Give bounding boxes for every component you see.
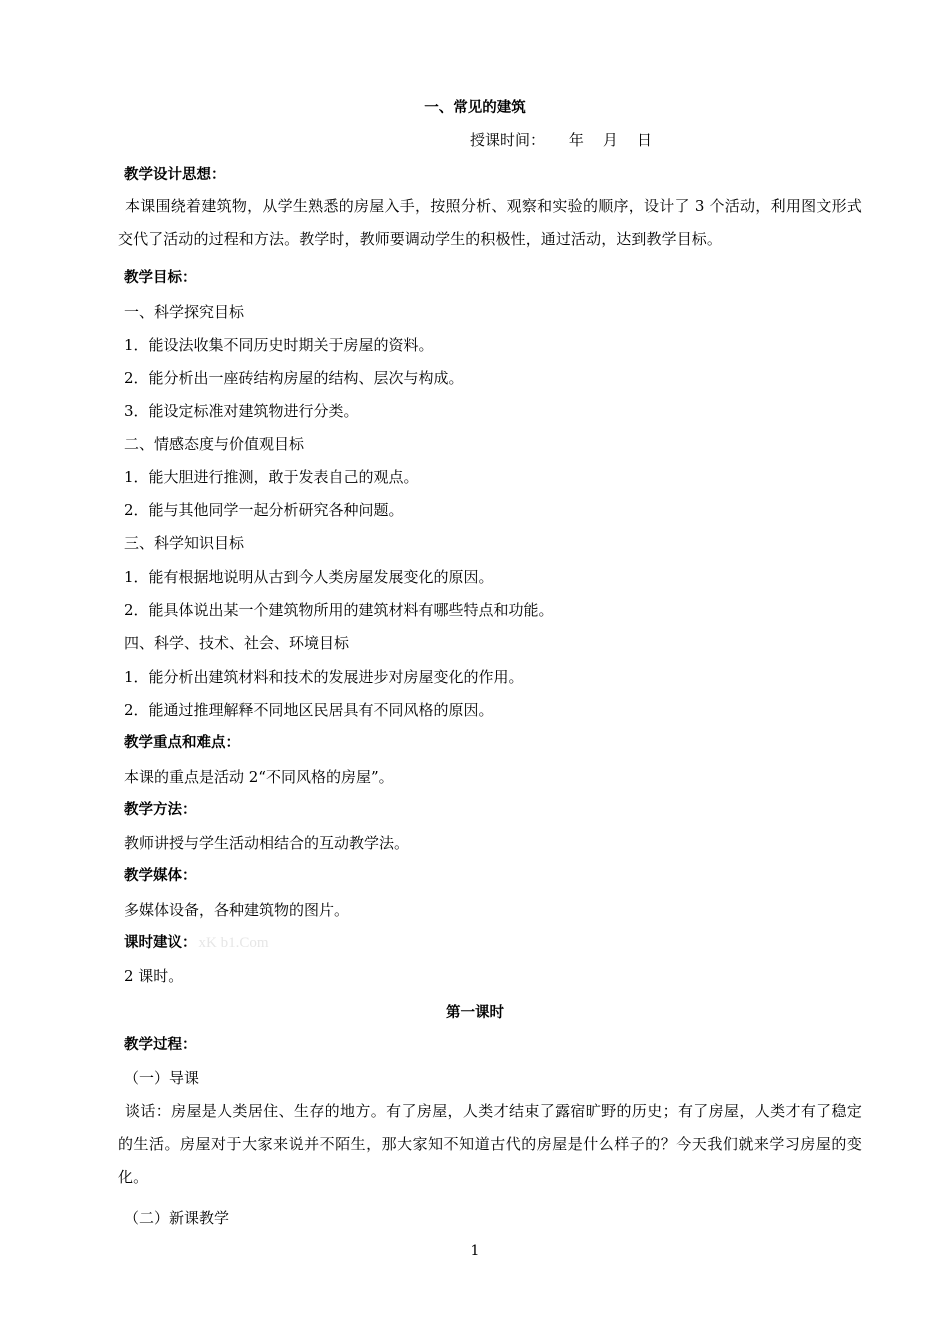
intro-text: 谈话：房屋是人类居住、生存的地方。有了房屋，人类才结束了露宿旷野的历史；有了房屋，人类才有了稳定的生活。房屋对于大家来说并不陌生，那大家知不知道古代的房屋是什么样子的？今天我们就来学习房屋的变化。: [118, 1102, 862, 1186]
goals-heading: 教学目标：: [124, 270, 197, 286]
goal-group-label: 三、科学知识目标: [124, 534, 245, 552]
period-text: 2 课时。: [124, 967, 184, 985]
goal-item: 2．能通过推理解释不同地区民居具有不同风格的原因。: [124, 701, 494, 719]
document-title: 一、常见的建筑: [424, 100, 526, 116]
goal-item: 1．能有根据地说明从古到今人类房屋发展变化的原因。: [124, 568, 494, 586]
method-text: 教师讲授与学生活动相结合的互动教学法。: [124, 834, 410, 852]
goal-item: 1．能分析出建筑材料和技术的发展进步对房屋变化的作用。: [124, 668, 524, 686]
intro-label: （一）导课: [124, 1069, 200, 1087]
goal-group-label: 四、科学、技术、社会、环境目标: [124, 634, 350, 652]
method-heading: 教学方法：: [124, 802, 197, 818]
media-heading: 教学媒体：: [124, 868, 197, 884]
new-lesson-label: （二）新课教学: [124, 1209, 230, 1227]
goal-group-label: 一、科学探究目标: [124, 303, 245, 321]
period-heading: 课时建议：: [124, 935, 197, 951]
lesson1-title: 第一课时: [446, 1005, 504, 1021]
goal-item: 1．能大胆进行推测，敢于发表自己的观点。: [124, 468, 419, 486]
goal-item: 1．能设法收集不同历史时期关于房屋的资料。: [124, 336, 434, 354]
goal-group-label: 二、情感态度与价值观目标: [124, 435, 305, 453]
goal-item: 2．能与其他同学一起分析研究各种问题。: [124, 501, 404, 519]
goal-item: 2．能分析出一座砖结构房屋的结构、层次与构成。: [124, 369, 464, 387]
design-text: 本课围绕着建筑物，从学生熟悉的房屋入手，按照分析、观察和实验的顺序，设计了 3 个活动，利用图文形式交代了活动的过程和方法。教学时，教师要调动学生的积极性，通过活动，达到教学目标。: [118, 197, 862, 248]
goal-item: 3．能设定标准对建筑物进行分类。: [124, 402, 359, 420]
period-heading-row: [124, 933, 269, 953]
key-text: 本课的重点是活动 2“不同风格的房屋”。: [124, 768, 394, 786]
page-number: 1: [470, 1243, 480, 1259]
lesson-date-line: 授课时间： 年 月 日: [470, 131, 652, 149]
design-heading: 教学设计思想：: [124, 167, 226, 183]
key-heading: 教学重点和难点：: [124, 735, 240, 751]
watermark-text: xK b1.Com: [198, 935, 269, 951]
media-text: 多媒体设备，各种建筑物的图片。: [124, 901, 350, 919]
process-heading: 教学过程：: [124, 1037, 197, 1053]
goal-item: 2．能具体说出某一个建筑物所用的建筑材料有哪些特点和功能。: [124, 601, 554, 619]
